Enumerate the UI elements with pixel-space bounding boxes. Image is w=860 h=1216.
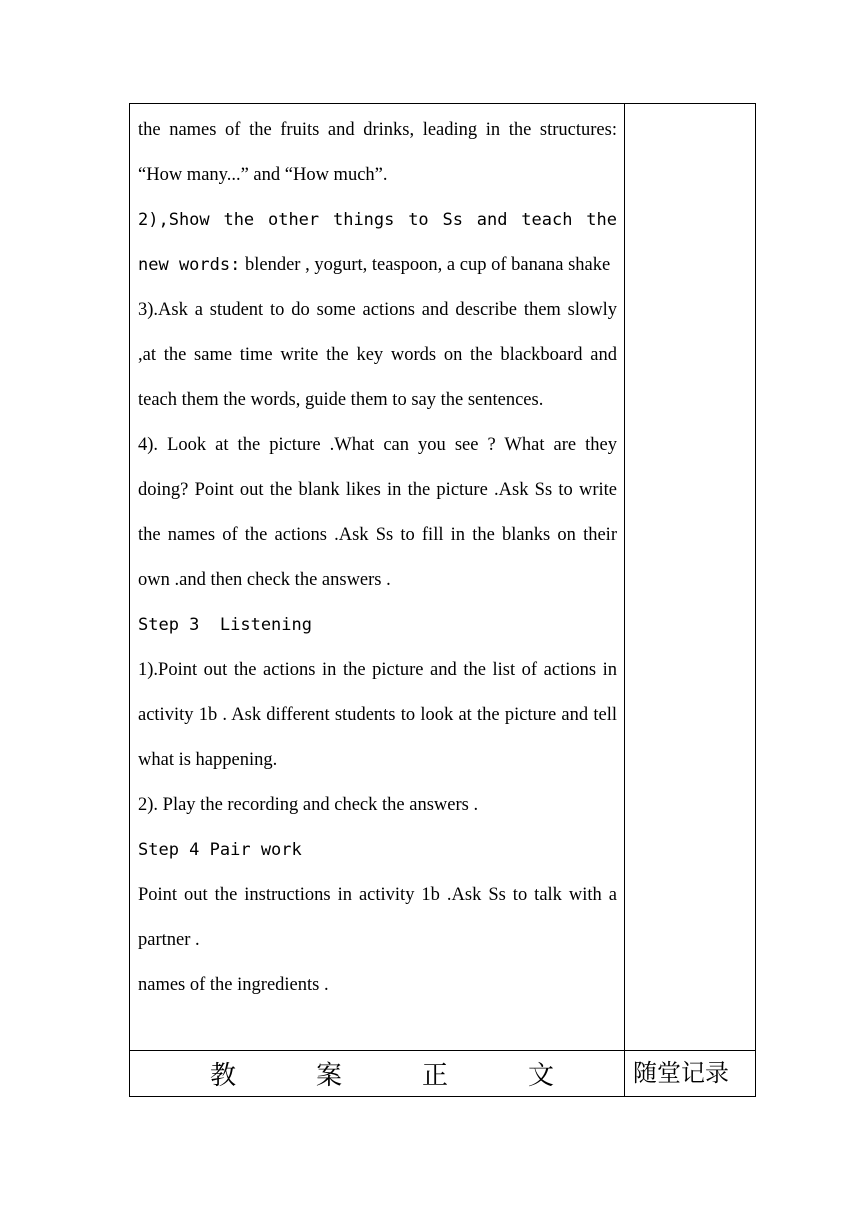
footer-char-3: 正 — [421, 1061, 448, 1091]
lesson-content-cell — [130, 104, 625, 1051]
paragraph-fruits-drinks: the names of the fruits and drinks, leading in the structures: “How many...” and “How much”. — [138, 120, 617, 185]
paragraph-listening-2: 2). Play the recording and check the answers . — [138, 795, 479, 815]
footer-char-2: 案 — [315, 1061, 342, 1091]
footer-char-4: 文 — [527, 1061, 554, 1091]
paragraph-new-words — [138, 198, 617, 288]
footer-title — [130, 1051, 624, 1096]
new-words-list: blender , yogurt, teaspoon, a cup of banana shake — [240, 255, 611, 275]
footer-title-cell — [130, 1051, 625, 1097]
notes-cell — [625, 104, 756, 1051]
paragraph-picture: 4). Look at the picture .What can you see ? What are they doing? Point out the blank likes in the picture .Ask Ss to write the names of the actions .Ask Ss to fill in the blanks on their own .and then check the answers . — [138, 435, 617, 590]
notes-label: 随堂记录 — [633, 1059, 729, 1087]
lesson-plan-table — [129, 103, 756, 1097]
footer-char-1: 教 — [210, 1061, 237, 1091]
paragraph-pair-work: Point out the instructions in activity 1b .Ask Ss to talk with a partner . — [138, 885, 617, 950]
paragraph-listening-1: 1).Point out the actions in the picture and the list of actions in activity 1b . Ask different students to look at the picture and tell what is happening. — [138, 660, 617, 770]
paragraph-actions: 3).Ask a student to do some actions and describe them slowly ,at the same time write the key words on the blackboard and teach them the words, guide them to say the sentences. — [138, 300, 617, 410]
footer-notes-cell — [625, 1051, 756, 1097]
content-row — [130, 104, 756, 1051]
step4-heading: Step 4 Pair work — [138, 840, 302, 860]
lesson-body — [130, 104, 624, 1008]
footer-row — [130, 1051, 756, 1097]
new-words-instruction: 2),Show the other things to Ss and teach the new words: — [138, 210, 617, 275]
step3-heading: Step 3 Listening — [138, 615, 312, 635]
paragraph-ingredients: names of the ingredients . — [138, 975, 329, 995]
